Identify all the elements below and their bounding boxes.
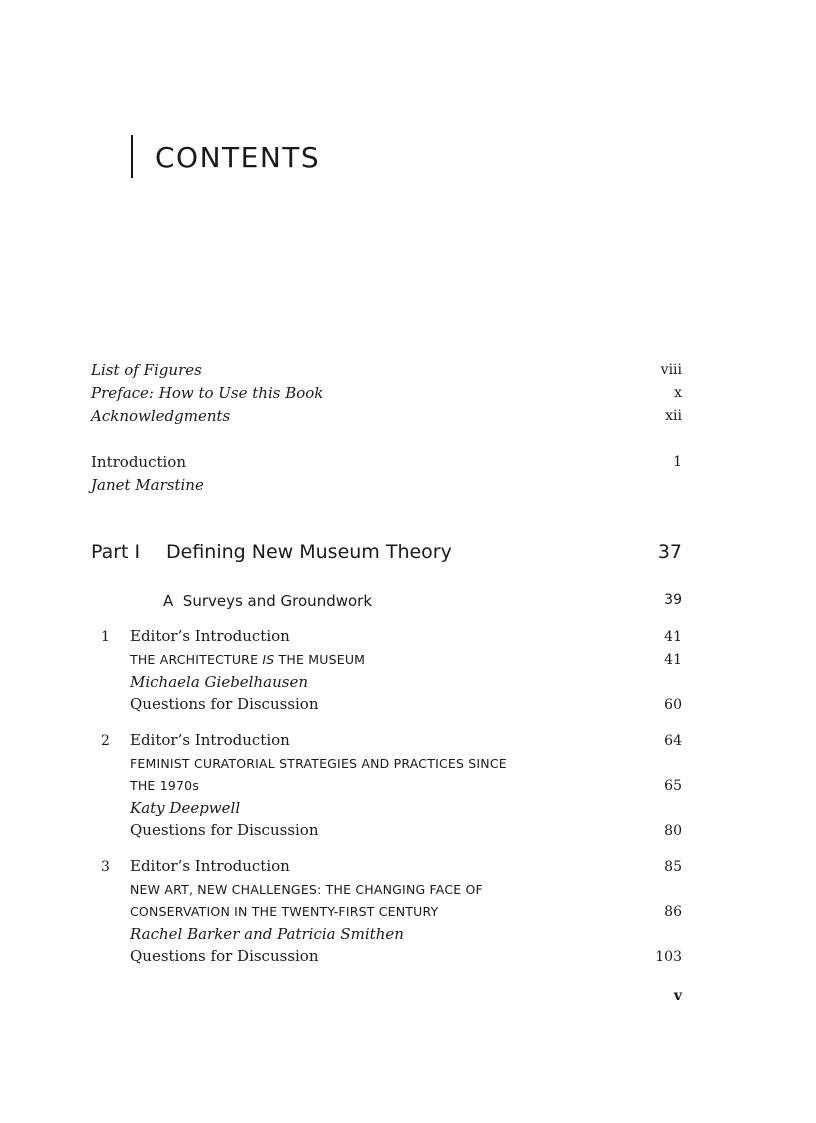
toc-entry-preface: Preface: How to Use this Book [91, 384, 324, 402]
chapter-number: 2 [101, 733, 110, 749]
toc-page-introduction: 1 [673, 454, 682, 470]
chapter-title-page: 86 [664, 904, 682, 920]
toc-author-introduction: Janet Marstine [91, 476, 204, 494]
chapter-author: Katy Deepwell [130, 799, 241, 817]
chapter-questions-page: 80 [664, 823, 682, 839]
toc-entry-acknowledgments: Acknowledgments [91, 407, 231, 425]
toc-page-list-of-figures: viii [660, 362, 682, 378]
chapter-questions-label: Questions for Discussion [130, 821, 319, 839]
chapter-author: Michaela Giebelhausen [130, 673, 308, 691]
chapter-title-page: 41 [664, 652, 682, 668]
chapter-title: THE ARCHITECTURE IS THE MUSEUM [130, 652, 366, 667]
chapter-intro-label: Editor’s Introduction [130, 627, 290, 645]
chapter-title-line2: CONSERVATION IN THE TWENTY-FIRST CENTURY [130, 904, 439, 919]
chapter-title-line2: THE 1970s [130, 778, 200, 793]
toc-entry-introduction: Introduction [91, 453, 186, 471]
chapter-title-line1: NEW ART, NEW CHALLENGES: THE CHANGING FACE OF [130, 882, 483, 897]
chapter-questions-label: Questions for Discussion [130, 947, 319, 965]
heading-rule [131, 135, 133, 178]
chapter-intro-page: 85 [664, 859, 682, 875]
chapter-title-page: 65 [664, 778, 682, 794]
section-page: 39 [664, 592, 682, 608]
page-folio: v [673, 988, 682, 1004]
chapter-questions-page: 60 [664, 697, 682, 713]
chapter-author: Rachel Barker and Patricia Smithen [130, 925, 404, 943]
chapter-questions-page: 103 [655, 949, 682, 965]
part-page: 37 [657, 541, 682, 563]
toc-page-preface: x [674, 385, 682, 401]
chapter-number: 1 [101, 629, 110, 645]
toc-entry-list-of-figures: List of Figures [91, 361, 202, 379]
section-title: A Surveys and Groundwork [163, 592, 373, 610]
chapter-intro-label: Editor’s Introduction [130, 731, 290, 749]
chapter-intro-page: 64 [664, 733, 682, 749]
part-label: Part I [91, 541, 141, 563]
chapter-number: 3 [101, 859, 110, 875]
part-title: Defining New Museum Theory [166, 541, 452, 563]
page-title: CONTENTS [155, 141, 321, 174]
chapter-intro-page: 41 [664, 629, 682, 645]
toc-page-acknowledgments: xii [665, 408, 682, 424]
chapter-title-line1: FEMINIST CURATORIAL STRATEGIES AND PRACTICES SINCE [130, 756, 507, 771]
chapter-intro-label: Editor’s Introduction [130, 857, 290, 875]
chapter-questions-label: Questions for Discussion [130, 695, 319, 713]
